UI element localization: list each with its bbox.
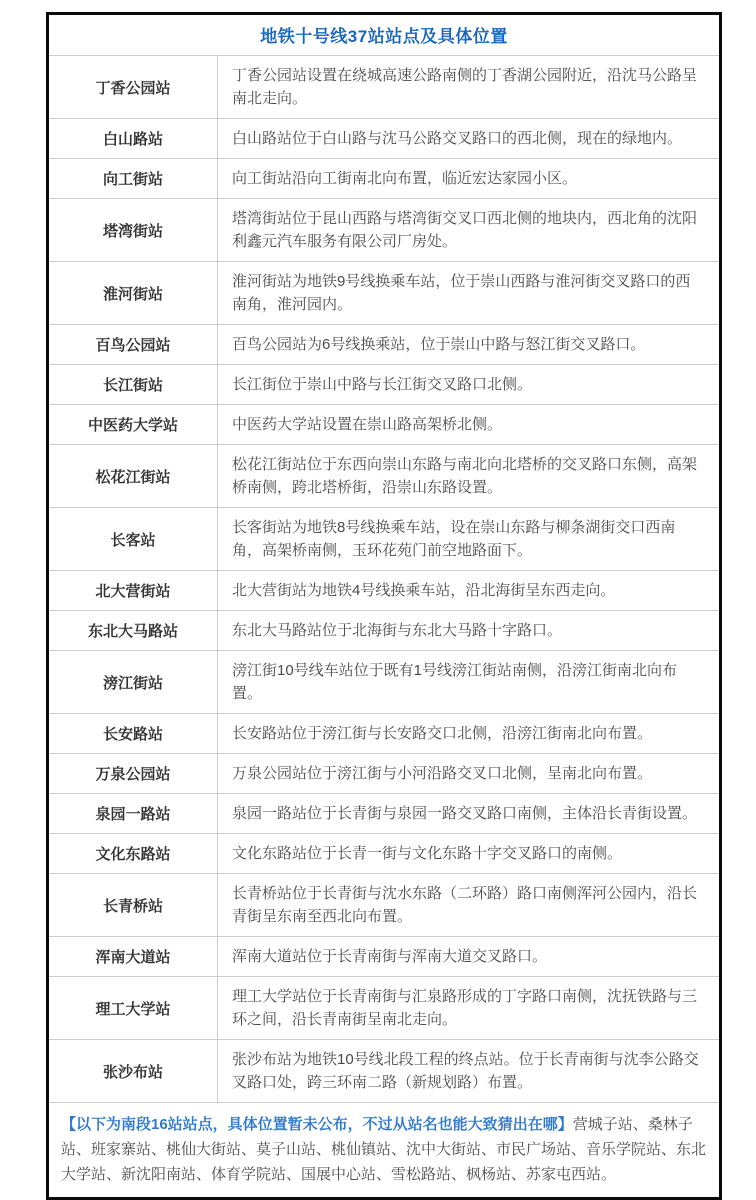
table-row <box>48 571 721 611</box>
footer-highlight: 【以下为南段16站站点，具体位置暂未公布，不过从站名也能大致猜出在哪】 <box>61 1116 573 1133</box>
station-description: 长安路站位于滂江街与长安路交口北侧，沿滂江街南北向布置。 <box>218 714 721 754</box>
station-description: 长青桥站位于长青街与沈水东路（二环路）路口南侧浑河公园内，沿长青街呈东南至西北向布置。 <box>218 874 721 937</box>
table-head <box>48 14 721 56</box>
table-row <box>48 508 721 571</box>
station-description: 长客街站为地铁8号线换乘车站，设在崇山东路与柳条湖街交口西南角，高架桥南侧，玉环花苑门前空地路面下。 <box>218 508 721 571</box>
station-name: 塔湾街站 <box>48 199 218 262</box>
station-description: 文化东路站位于长青一街与文化东路十字交叉路口的南侧。 <box>218 834 721 874</box>
station-name: 向工街站 <box>48 159 218 199</box>
footer-row <box>48 1103 721 1199</box>
station-name: 泉园一路站 <box>48 794 218 834</box>
station-name: 百鸟公园站 <box>48 325 218 365</box>
station-name: 北大营街站 <box>48 571 218 611</box>
station-name: 理工大学站 <box>48 977 218 1040</box>
station-description: 中医药大学站设置在崇山路高架桥北侧。 <box>218 405 721 445</box>
table-row <box>48 651 721 714</box>
table-title: 地铁十号线37站站点及具体位置 <box>48 14 721 56</box>
table-row <box>48 754 721 794</box>
table-row <box>48 262 721 325</box>
station-description: 向工街站沿向工街南北向布置，临近宏达家园小区。 <box>218 159 721 199</box>
station-description: 白山路站位于白山路与沈马公路交叉路口的西北侧，现在的绿地内。 <box>218 119 721 159</box>
station-name: 文化东路站 <box>48 834 218 874</box>
station-description: 丁香公园站设置在绕城高速公路南侧的丁香湖公园附近，沿沈马公路呈南北走向。 <box>218 56 721 119</box>
station-name: 浑南大道站 <box>48 937 218 977</box>
table-row <box>48 611 721 651</box>
table-row <box>48 874 721 937</box>
station-name: 淮河街站 <box>48 262 218 325</box>
table-row <box>48 56 721 119</box>
station-name: 中医药大学站 <box>48 405 218 445</box>
station-table-container <box>46 12 722 1200</box>
table-row <box>48 1040 721 1103</box>
table-row <box>48 937 721 977</box>
table-row <box>48 405 721 445</box>
station-name: 长青桥站 <box>48 874 218 937</box>
station-name: 万泉公园站 <box>48 754 218 794</box>
table-row <box>48 159 721 199</box>
table-row <box>48 834 721 874</box>
station-name: 丁香公园站 <box>48 56 218 119</box>
table-row <box>48 325 721 365</box>
station-description: 塔湾街站位于昆山西路与塔湾街交叉口西北侧的地块内，西北角的沈阳利鑫元汽车服务有限公司厂房处。 <box>218 199 721 262</box>
station-description: 长江街位于崇山中路与长江街交叉路口北侧。 <box>218 365 721 405</box>
station-name: 张沙布站 <box>48 1040 218 1103</box>
title-row <box>48 14 721 56</box>
station-description: 泉园一路站位于长青街与泉园一路交叉路口南侧，主体沿长青街设置。 <box>218 794 721 834</box>
footer-station-list: 营城子站、桑林子站、班家寨站、桃仙大街站、莫子山站、桃仙镇站、沈中大街站、市民广场站、音乐学院站、东北大学站、新沈阳南站、体育学院站、国展中心站、雪松路站、枫杨站、苏家屯西站。 <box>61 1116 707 1183</box>
table-row <box>48 119 721 159</box>
footer-note <box>48 1103 721 1199</box>
table-row <box>48 794 721 834</box>
station-name: 松花江街站 <box>48 445 218 508</box>
station-name: 长客站 <box>48 508 218 571</box>
table-foot <box>48 1103 721 1199</box>
table-row <box>48 365 721 405</box>
station-name: 长安路站 <box>48 714 218 754</box>
table-row <box>48 445 721 508</box>
station-name: 白山路站 <box>48 119 218 159</box>
table-row <box>48 714 721 754</box>
station-description: 万泉公园站位于滂江街与小河沿路交叉口北侧，呈南北向布置。 <box>218 754 721 794</box>
station-name: 滂江街站 <box>48 651 218 714</box>
station-description: 浑南大道站位于长青南街与浑南大道交叉路口。 <box>218 937 721 977</box>
station-description: 北大营街站为地铁4号线换乘车站，沿北海街呈东西走向。 <box>218 571 721 611</box>
station-name: 长江街站 <box>48 365 218 405</box>
table-row <box>48 199 721 262</box>
station-table-body <box>48 56 721 1103</box>
station-description: 百鸟公园站为6号线换乘站，位于崇山中路与怒江街交叉路口。 <box>218 325 721 365</box>
station-description: 东北大马路站位于北海街与东北大马路十字路口。 <box>218 611 721 651</box>
station-description: 淮河街站为地铁9号线换乘车站，位于崇山西路与淮河街交叉路口的西南角，淮河园内。 <box>218 262 721 325</box>
station-description: 理工大学站位于长青南街与汇泉路形成的丁字路口南侧，沈抚铁路与三环之间，沿长青南街呈南北走向。 <box>218 977 721 1040</box>
table-row <box>48 977 721 1040</box>
station-location-table <box>46 12 722 1200</box>
station-description: 滂江街10号线车站位于既有1号线滂江街站南侧，沿滂江街南北向布置。 <box>218 651 721 714</box>
station-description: 松花江街站位于东西向崇山东路与南北向北塔桥的交叉路口东侧，高架桥南侧，跨北塔桥街，沿崇山东路设置。 <box>218 445 721 508</box>
station-description: 张沙布站为地铁10号线北段工程的终点站。位于长青南街与沈李公路交叉路口处，跨三环南二路（新规划路）布置。 <box>218 1040 721 1103</box>
station-name: 东北大马路站 <box>48 611 218 651</box>
